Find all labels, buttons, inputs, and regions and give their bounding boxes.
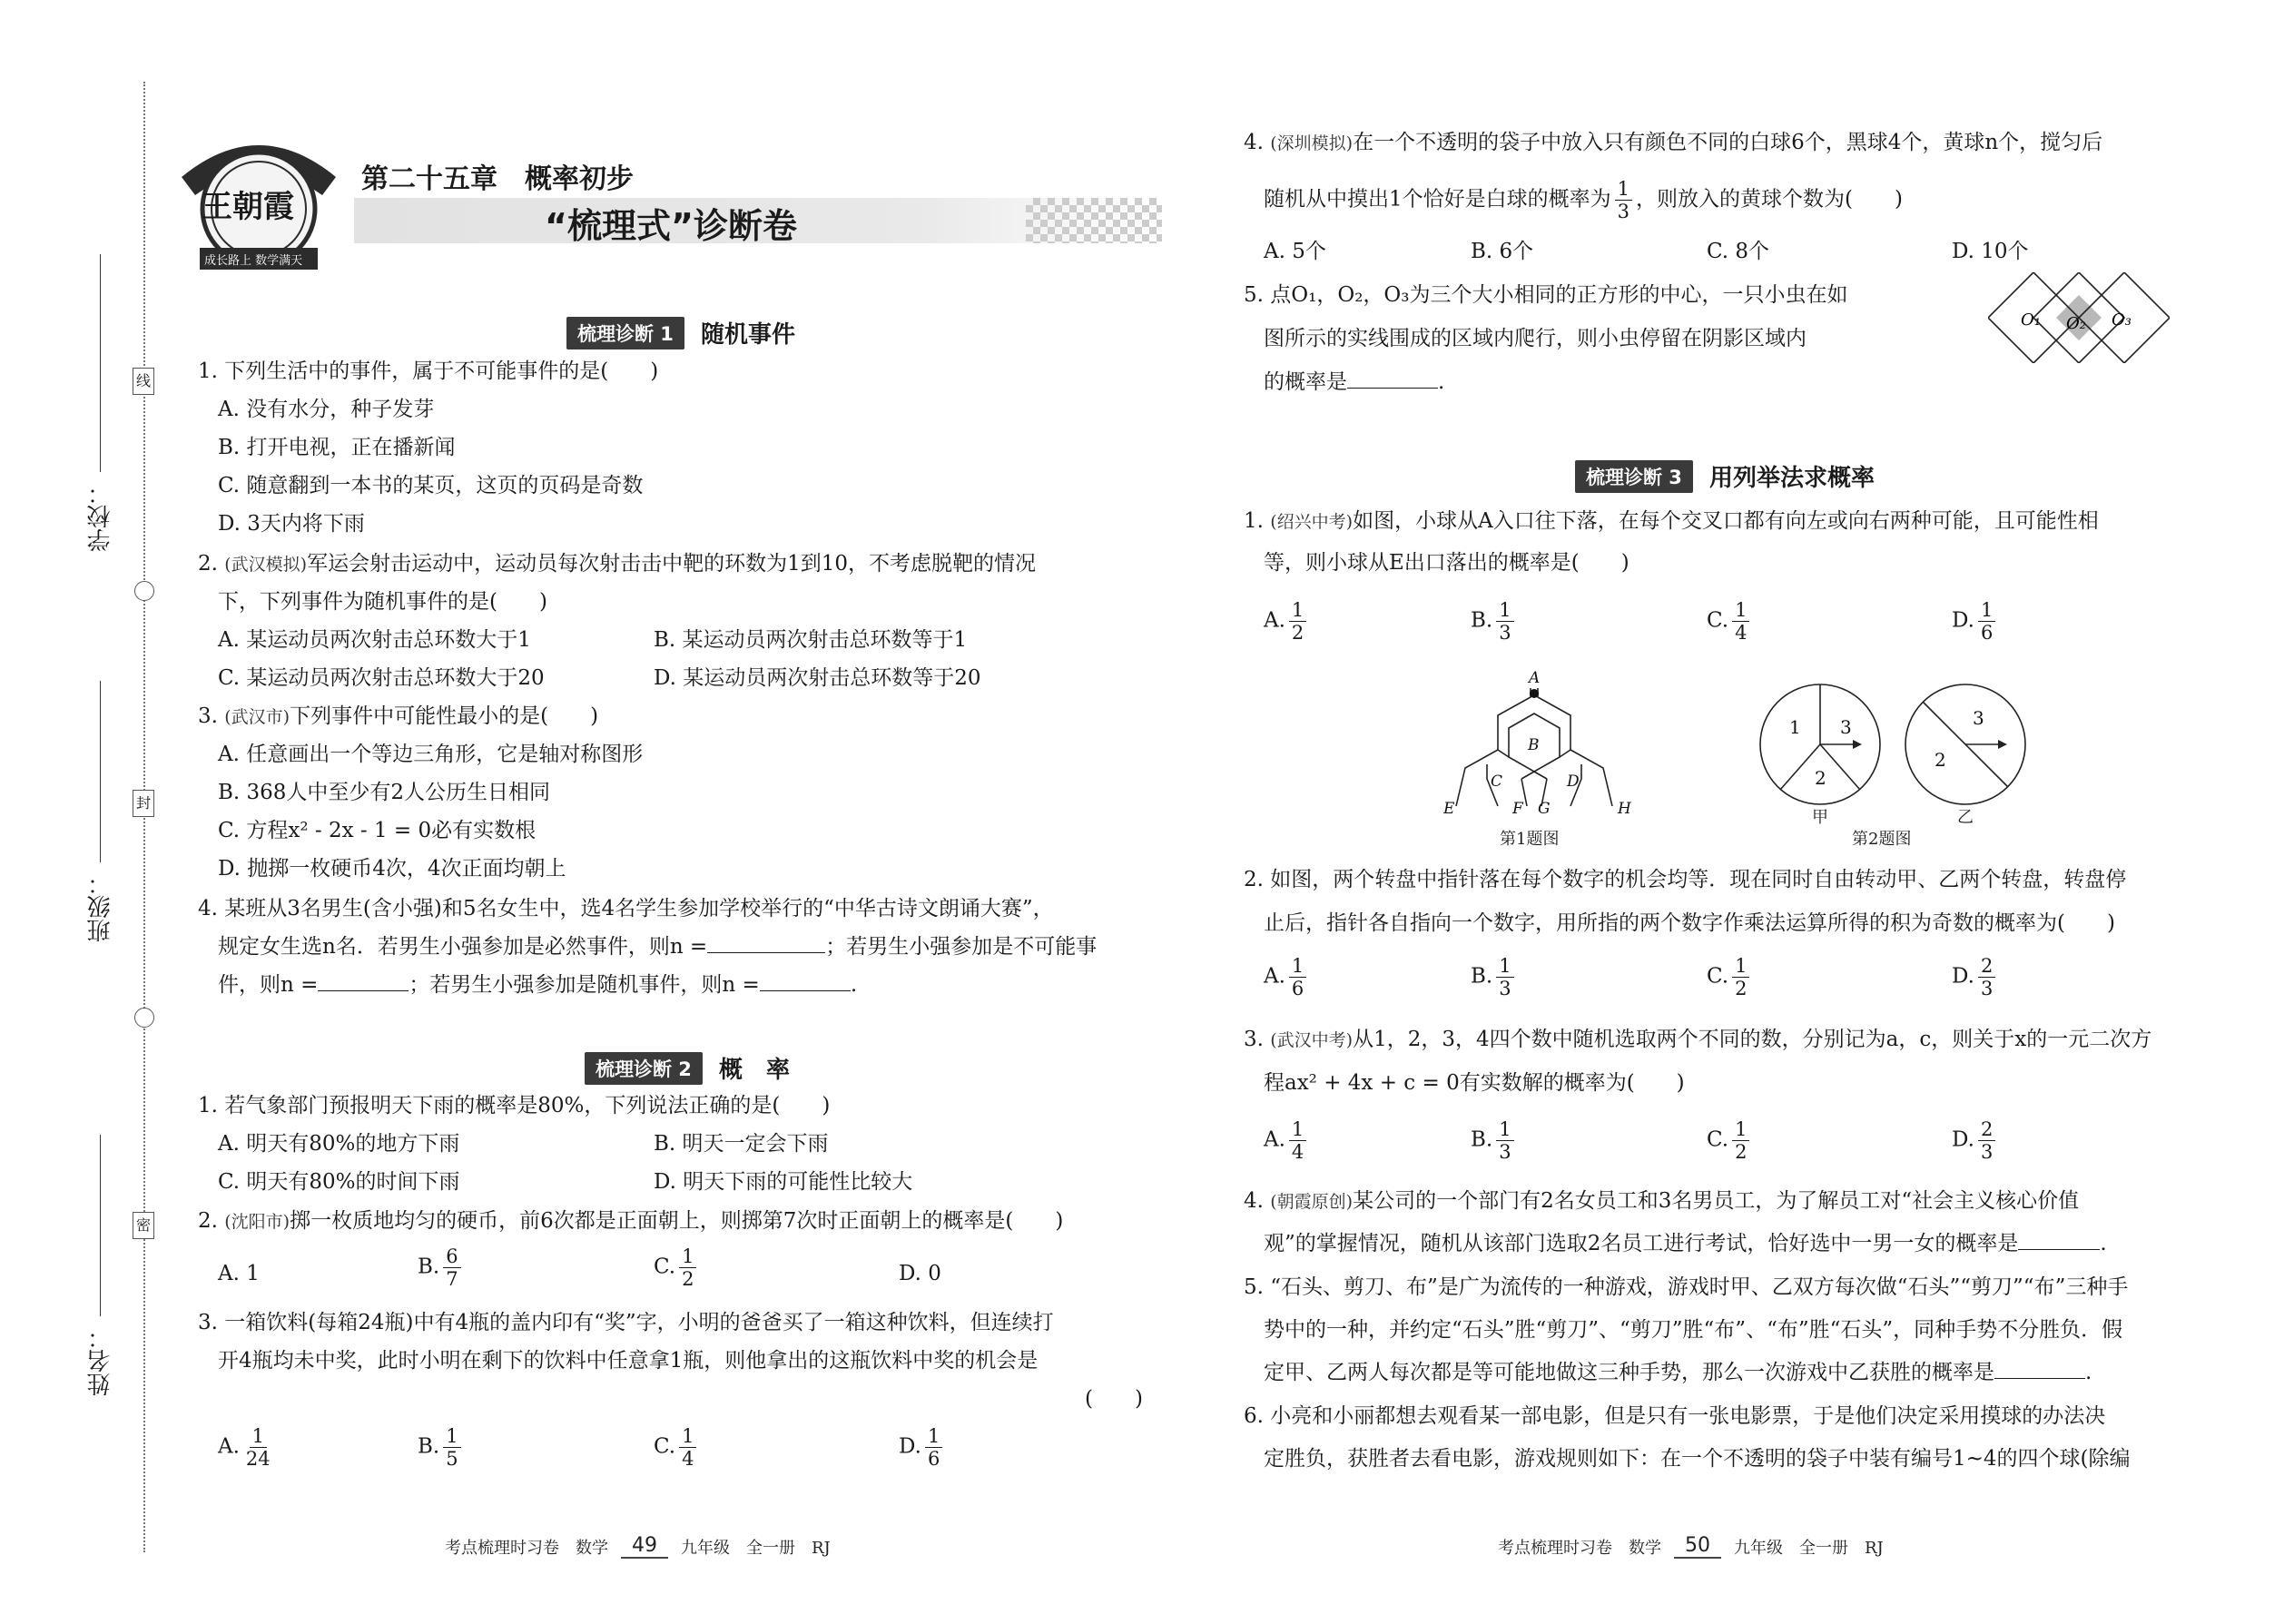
spinner-yi-label: 乙 (1957, 808, 1974, 827)
r3-a-letter: A. (1264, 1127, 1285, 1152)
class-label: 班级： (87, 871, 114, 942)
p3-d-letter: D. (899, 1434, 921, 1459)
cut-mark-xian: 线 (133, 368, 154, 395)
spinner-jia-label: 甲 (1812, 808, 1828, 827)
r3-c-den: 2 (1735, 1141, 1748, 1163)
fig1-label-h: H (1618, 800, 1631, 815)
q3-option-a[interactable]: A. 任意画出一个等边三角形，它是轴对称图形 (218, 743, 644, 766)
r4-end: . (2100, 1232, 2107, 1255)
r1-d-den: 6 (1980, 622, 1994, 644)
r3-option-b[interactable] (1471, 1118, 1518, 1163)
r5-blank[interactable] (1994, 1362, 2085, 1379)
fig1-label-g: G (1538, 800, 1551, 815)
q2-option-b[interactable]: B. 某运动员两次射击总环数等于1 (654, 628, 968, 652)
rq5-line2: 图所示的实线围成的区域内爬行，则小虫停留在阴影区域内 (1264, 327, 1807, 350)
p2-c-den: 2 (682, 1268, 694, 1290)
q3-stem: 3. (武汉市)下列事件中可能性最小的是( ) (198, 704, 599, 728)
p3-a-num: 1 (250, 1425, 267, 1448)
r2-b-den: 3 (1499, 978, 1511, 999)
rq4-frac-num: 1 (1615, 178, 1632, 201)
p2-option-c-frac (679, 1245, 696, 1290)
r3-b-letter: B. (1471, 1127, 1493, 1152)
binding-dotted-line (143, 82, 145, 1552)
p3-a-frac (243, 1425, 273, 1470)
yi-num-3: 3 (1973, 707, 1984, 729)
r1-text1: 如图，小球从A入口往下落，在每个交叉口都有向左或向右两种可能，且可能性相 (1353, 509, 2099, 533)
fig2-caption: 第2题图 (1852, 830, 1912, 849)
p3-b-frac (443, 1425, 460, 1470)
q4-line2b: ；若男生小强参加是不可能事 (825, 935, 1098, 959)
section-2-title: 概 率 (718, 1057, 790, 1084)
r1-a-num: 1 (1289, 599, 1306, 622)
q4-line2a: 规定女生选n名．若男生小强参加是必然事件，则n = (218, 935, 708, 959)
r2-c-frac (1732, 955, 1749, 999)
r3-a-frac (1289, 1118, 1306, 1163)
school-label: 学校： (87, 481, 114, 552)
r2-option-a[interactable] (1264, 955, 1310, 999)
rq4-frac (1615, 178, 1632, 222)
r6-line2: 定胜负，获胜者去看电影，游戏规则如下：在一个不透明的袋子中装有编号1~4的四个球(除编 (1264, 1447, 2131, 1471)
chapter-title: 第二十五章 概率初步 (361, 163, 634, 195)
r2-d-frac (1978, 955, 1995, 999)
r1-c-frac (1732, 599, 1749, 644)
r3-b-num: 1 (1496, 1118, 1513, 1141)
q2-text1: 军运会射击运动中，运动员每次射击击中靶的环数为1到10，不考虑脱靶的情况 (307, 552, 1036, 576)
rq4-source: (深圳模拟) (1270, 133, 1354, 153)
label-o3: O₃ (2112, 310, 2132, 330)
r1-b-den: 3 (1499, 622, 1511, 644)
paper-title: “梳理式”诊断卷 (545, 206, 797, 246)
fig1-label-e: E (1443, 800, 1455, 815)
q3-option-b[interactable]: B. 368人中至少有2人公历生日相同 (218, 781, 551, 804)
cut-circle-2 (134, 1008, 154, 1028)
rq4-option-a[interactable]: A. 5个 (1264, 240, 1326, 263)
r2-line1: 2. 如图，两个转盘中指针落在每个数字的机会均等．现在同时自由转动甲、乙两个转盘，转盘停 (1244, 868, 2127, 891)
right-footer-grade: 九年级 全一册 RJ (1734, 1538, 1884, 1558)
q1-option-a[interactable]: A. 没有水分，种子发芽 (218, 398, 435, 421)
r1-a-letter: A. (1264, 608, 1285, 633)
r2-d-num: 2 (1978, 955, 1995, 978)
q4-blank-2[interactable] (318, 974, 409, 991)
q1-option-d[interactable]: D. 3天内将下雨 (218, 512, 365, 536)
r1-a-den: 2 (1291, 622, 1305, 644)
q2-source: (武汉模拟) (224, 555, 308, 575)
r1-option-a[interactable] (1264, 599, 1310, 644)
left-footer-book: 考点梳理时习卷 数学 (445, 1538, 608, 1558)
fig1-label-b: B (1528, 736, 1540, 754)
r2-a-den: 6 (1291, 978, 1305, 999)
q2-option-d[interactable]: D. 某运动员两次射击总环数等于20 (654, 666, 981, 690)
p3-b-num: 1 (443, 1425, 460, 1448)
r3-d-num: 2 (1978, 1118, 1995, 1141)
rq5-blank[interactable] (1347, 371, 1438, 389)
r1-source: (绍兴中考) (1270, 512, 1354, 532)
r2-option-c[interactable] (1707, 955, 1753, 999)
p2-option-b-letter: B. (418, 1255, 440, 1279)
p2-source: (沈阳市) (224, 1212, 290, 1232)
r3-c-letter: C. (1707, 1127, 1729, 1152)
q2-line2: 下，下列事件为随机事件的是( ) (218, 590, 547, 614)
header-checker (1026, 198, 1162, 243)
left-page-number: 49 (621, 1534, 668, 1559)
q4-line2 (218, 933, 1097, 960)
p2-b-den: 7 (446, 1268, 458, 1290)
p3-option-c[interactable] (654, 1425, 700, 1470)
q4-line3a: 件，则n = (218, 973, 319, 997)
p1-option-c[interactable]: C. 明天有80%的时间下雨 (218, 1170, 460, 1194)
p1-option-b[interactable]: B. 明天一定会下雨 (654, 1132, 829, 1156)
rq5-line1: 5. 点O₁，O₂，O₃为三个大小相同的正方形的中心，一只小虫在如 (1244, 283, 1848, 307)
r2-c-letter: C. (1707, 964, 1729, 989)
r2-c-den: 2 (1735, 978, 1748, 999)
p2-option-c-letter: C. (654, 1255, 676, 1279)
right-page-number: 50 (1674, 1534, 1721, 1559)
logo-text: 王朝霞 (202, 189, 294, 225)
fig1-label-d: D (1567, 773, 1580, 791)
rq4-line1: 4. (深圳模拟)在一个不透明的袋子中放入只有颜色不同的白球6个，黑球4个，黄球n个，搅匀后 (1244, 131, 2103, 154)
r1-line2: 等，则小球从E出口落出的概率是( ) (1264, 551, 1629, 575)
section-1-tag: 梳理诊断 1 (566, 317, 684, 349)
p3-c-frac (679, 1425, 696, 1470)
q4-blank-1[interactable] (707, 936, 825, 953)
left-footer-grade: 九年级 全一册 RJ (681, 1538, 831, 1558)
r3-option-c[interactable] (1707, 1118, 1753, 1163)
spinners-figure (1757, 683, 2029, 819)
label-o1: O₁ (2021, 310, 2041, 330)
p3-b-letter: B. (418, 1434, 440, 1459)
q4-line3 (218, 971, 857, 999)
q2-option-a[interactable]: A. 某运动员两次射击总环数大于1 (218, 628, 531, 652)
r1-d-letter: D. (1952, 608, 1974, 633)
section-3-header (1575, 459, 1875, 493)
p2-text: 掷一枚质地均匀的硬币，前6次都是正面朝上，则掷第7次时正面朝上的概率是( ) (290, 1209, 1064, 1233)
rq4-option-b[interactable]: B. 6个 (1471, 240, 1534, 263)
r1-d-frac (1978, 599, 1995, 644)
r2-a-num: 1 (1289, 955, 1306, 978)
q4-line3b: ；若男生小强参加是随机事件，则n = (409, 973, 760, 997)
squares-figure (1988, 272, 2170, 363)
p1-stem: 1. 若气象部门预报明天下雨的概率是80%，下列说法正确的是( ) (198, 1094, 831, 1117)
r5-end: . (2085, 1361, 2092, 1384)
label-o2: O₂ (2066, 314, 2086, 333)
p3-c-num: 1 (679, 1425, 696, 1448)
r3-a-num: 1 (1289, 1118, 1306, 1141)
name-field[interactable] (100, 1135, 101, 1316)
ball-drop-figure (1443, 670, 1643, 815)
p2-c-num: 1 (679, 1245, 696, 1268)
q3-option-c[interactable]: C. 方程x² - 2x - 1 = 0必有实数根 (218, 819, 537, 842)
r5-line3-text: 定甲、乙两人每次都是等可能地做这三种手势，那么一次游戏中乙获胜的概率是 (1264, 1361, 1994, 1384)
q4-line1: 4. 某班从3名男生(含小强)和5名女生中，选4名学生参加学校举行的“中华古诗文朗诵大赛”， (198, 897, 1054, 920)
p2-b-num: 6 (443, 1245, 460, 1268)
r3-c-num: 1 (1732, 1118, 1749, 1141)
r2-d-den: 3 (1980, 978, 1994, 999)
p2-option-a[interactable]: A. 1 (218, 1262, 260, 1285)
cut-circle-1 (134, 581, 154, 601)
p3-option-b[interactable] (418, 1425, 465, 1470)
r2-c-num: 1 (1732, 955, 1749, 978)
p2-option-b-frac (443, 1245, 460, 1290)
rq4-text1: 在一个不透明的袋子中放入只有颜色不同的白球6个，黑球4个，黄球n个，搅匀后 (1353, 131, 2103, 154)
p3-d-frac (925, 1425, 942, 1470)
section-2-tag: 梳理诊断 2 (585, 1052, 703, 1085)
left-footer (445, 1534, 831, 1559)
r1-a-frac (1289, 599, 1306, 644)
school-field[interactable] (100, 254, 101, 472)
jia-num-3: 3 (1840, 716, 1852, 738)
logo-subtext: 成长路上 数学满天 (204, 254, 303, 268)
r3-b-frac (1496, 1118, 1513, 1163)
r1-b-num: 1 (1496, 599, 1513, 622)
r6-line1: 6. 小亮和小丽都想去观看某一部电影，但是只有一张电影票，于是他们决定采用摸球的办法决 (1244, 1404, 2106, 1428)
p3-c-letter: C. (654, 1434, 676, 1459)
p1-option-a[interactable]: A. 明天有80%的地方下雨 (218, 1132, 460, 1156)
section-3-title: 用列举法求概率 (1708, 465, 1875, 492)
r3-b-den: 3 (1499, 1141, 1511, 1163)
r4-source: (朝霞原创) (1270, 1192, 1354, 1212)
r2-b-letter: B. (1471, 964, 1493, 989)
r4-line2-text: 观”的掌握情况，随机从该部门选取2名员工进行考试，恰好选中一男一女的概率是 (1264, 1232, 2019, 1255)
r3-d-letter: D. (1952, 1127, 1974, 1152)
r3-option-a[interactable] (1264, 1118, 1310, 1163)
p2-stem: 2. (沈阳市)掷一枚质地均匀的硬币，前6次都是正面朝上，则掷第7次时正面朝上的概率是( ) (198, 1209, 1064, 1233)
q1-stem: 1. 下列生活中的事件，属于不可能事件的是( ) (198, 359, 659, 383)
section-1-title: 随机事件 (700, 321, 795, 349)
section-3-tag: 梳理诊断 3 (1575, 460, 1693, 493)
p3-a-letter: A. (218, 1434, 240, 1459)
r2-d-letter: D. (1952, 964, 1974, 989)
cut-mark-feng: 封 (133, 790, 154, 817)
rq4-option-d[interactable]: D. 10个 (1952, 240, 2029, 263)
rq4-line2b: ，则放入的黄球个数为( ) (1636, 187, 1903, 212)
r1-option-b[interactable] (1471, 599, 1518, 644)
p3-d-num: 1 (925, 1425, 942, 1448)
class-field[interactable] (100, 681, 101, 862)
r2-option-d[interactable] (1952, 955, 1999, 999)
jia-num-1: 1 (1789, 716, 1801, 738)
r5-line3 (1264, 1359, 2092, 1386)
r5-line1: 5. “石头、剪刀、布”是广为流传的一种游戏，游戏时甲、乙双方每次做“石头”“剪刀”“布”三种手 (1244, 1275, 2129, 1299)
p2-option-d[interactable]: D. 0 (899, 1262, 941, 1285)
rq4-option-c[interactable]: C. 8个 (1707, 240, 1770, 263)
r1-b-frac (1496, 599, 1513, 644)
p3-c-den: 4 (682, 1448, 694, 1470)
r1-c-num: 1 (1732, 599, 1749, 622)
q3-text: 下列事件中可能性最小的是( ) (290, 704, 599, 728)
jia-num-2: 2 (1815, 767, 1826, 789)
p3-line2: 开4瓶均未中奖，此时小明在剩下的饮料中任意拿1瓶，则他拿出的这瓶饮料中奖的机会是 (218, 1349, 1039, 1373)
r3-text1: 从1，2，3，4四个数中随机选取两个不同的数，分别记为a，c，则关于x的一元二次方 (1353, 1028, 2152, 1051)
r2-a-frac (1289, 955, 1306, 999)
r1-b-letter: B. (1471, 608, 1493, 633)
section-2-header (585, 1051, 790, 1085)
rq4-line2 (1264, 178, 1903, 222)
fig1-caption: 第1题图 (1500, 830, 1560, 849)
q1-option-c[interactable]: C. 随意翻到一本书的某页，这页的页码是奇数 (218, 474, 644, 497)
r2-line2: 止后，指针各自指向一个数字，用所指的两个数字作乘法运算所得的积为奇数的概率为( ) (1264, 911, 2115, 935)
r1-option-c[interactable] (1707, 599, 1753, 644)
r3-line2: 程ax² + 4x + c = 0有实数解的概率为( ) (1264, 1071, 1685, 1095)
p3-line1: 3. 一箱饮料(每箱24瓶)中有4瓶的盖内印有“奖”字，小明的爸爸买了一箱这种饮料，但连续打 (198, 1311, 1054, 1334)
r1-c-letter: C. (1707, 608, 1729, 633)
q1-option-b[interactable]: B. 打开电视，正在播新闻 (218, 436, 456, 459)
p3-b-den: 5 (446, 1448, 458, 1470)
r4-blank[interactable] (2018, 1233, 2100, 1250)
r2-b-frac (1496, 955, 1513, 999)
rq4-frac-den: 3 (1617, 201, 1630, 222)
r3-option-d[interactable] (1952, 1118, 1999, 1163)
r3-d-den: 3 (1980, 1141, 1994, 1163)
right-footer-book: 考点梳理时习卷 数学 (1498, 1538, 1661, 1558)
r2-a-letter: A. (1264, 964, 1285, 989)
p3-option-d[interactable] (899, 1425, 946, 1470)
fig1-label-f: F (1512, 800, 1523, 815)
rq5-end: . (1438, 370, 1445, 394)
section-1-header (566, 316, 795, 349)
yi-num-2: 2 (1935, 749, 1946, 771)
p2-option-b[interactable] (418, 1245, 465, 1290)
r3-d-frac (1978, 1118, 1995, 1163)
q2-line1: 2. (武汉模拟)军运会射击运动中，运动员每次射击击中靶的环数为1到10，不考虑脱靶的情况 (198, 552, 1036, 576)
p3-option-a[interactable] (218, 1425, 277, 1470)
p1-option-d[interactable]: D. 明天下雨的可能性比较大 (654, 1170, 913, 1194)
p3-answer-paren: ( ) (1085, 1387, 1143, 1411)
r3-a-den: 4 (1291, 1141, 1305, 1163)
q2-option-c[interactable]: C. 某运动员两次射击总环数大于20 (218, 666, 545, 690)
cut-mark-mi: 密 (133, 1212, 154, 1239)
r2-option-b[interactable] (1471, 955, 1518, 999)
q3-source: (武汉市) (224, 707, 290, 727)
r4-line1: 4. (朝霞原创)某公司的一个部门有2名女员工和3名男员工，为了解员工对“社会主义核心价值 (1244, 1189, 2080, 1213)
rq4-line2a: 随机从中摸出1个恰好是白球的概率为 (1264, 187, 1611, 212)
r4-text1: 某公司的一个部门有2名女员工和3名男员工，为了解员工对“社会主义核心价值 (1353, 1189, 2080, 1213)
r5-line2: 势中的一种，并约定“石头”胜“剪刀”、“剪刀”胜“布”、“布”胜“石头”，同种手势不分胜负．假 (1264, 1318, 2123, 1342)
rq5-line3 (1264, 369, 1444, 396)
p3-a-den: 24 (245, 1448, 271, 1470)
r1-line1: 1. (绍兴中考)如图，小球从A入口往下落，在每个交叉口都有向左或向右两种可能，且可能性相 (1244, 509, 2099, 533)
fig1-label-a: A (1529, 670, 1541, 687)
p3-d-den: 6 (927, 1448, 940, 1470)
q4-blank-3[interactable] (760, 974, 851, 991)
fig1-label-c: C (1491, 773, 1503, 791)
right-footer (1498, 1534, 1884, 1559)
p2-option-c[interactable] (654, 1245, 700, 1290)
q3-option-d[interactable]: D. 抛掷一枚硬币4次，4次正面均朝上 (218, 857, 566, 881)
r1-c-den: 4 (1735, 622, 1748, 644)
r3-source: (武汉中考) (1270, 1030, 1354, 1050)
r4-line2 (1264, 1230, 2107, 1257)
r3-line1: 3. (武汉中考)从1，2，3，4四个数中随机选取两个不同的数，分别记为a，c，则关于x的一元二次方 (1244, 1028, 2152, 1051)
q4-line3c: . (850, 973, 858, 997)
name-label: 姓名： (87, 1325, 114, 1396)
r2-b-num: 1 (1496, 955, 1513, 978)
r1-option-d[interactable] (1952, 599, 1999, 644)
rq5-line3-text: 的概率是 (1264, 370, 1347, 394)
r1-d-num: 1 (1978, 599, 1995, 622)
r3-c-frac (1732, 1118, 1749, 1163)
